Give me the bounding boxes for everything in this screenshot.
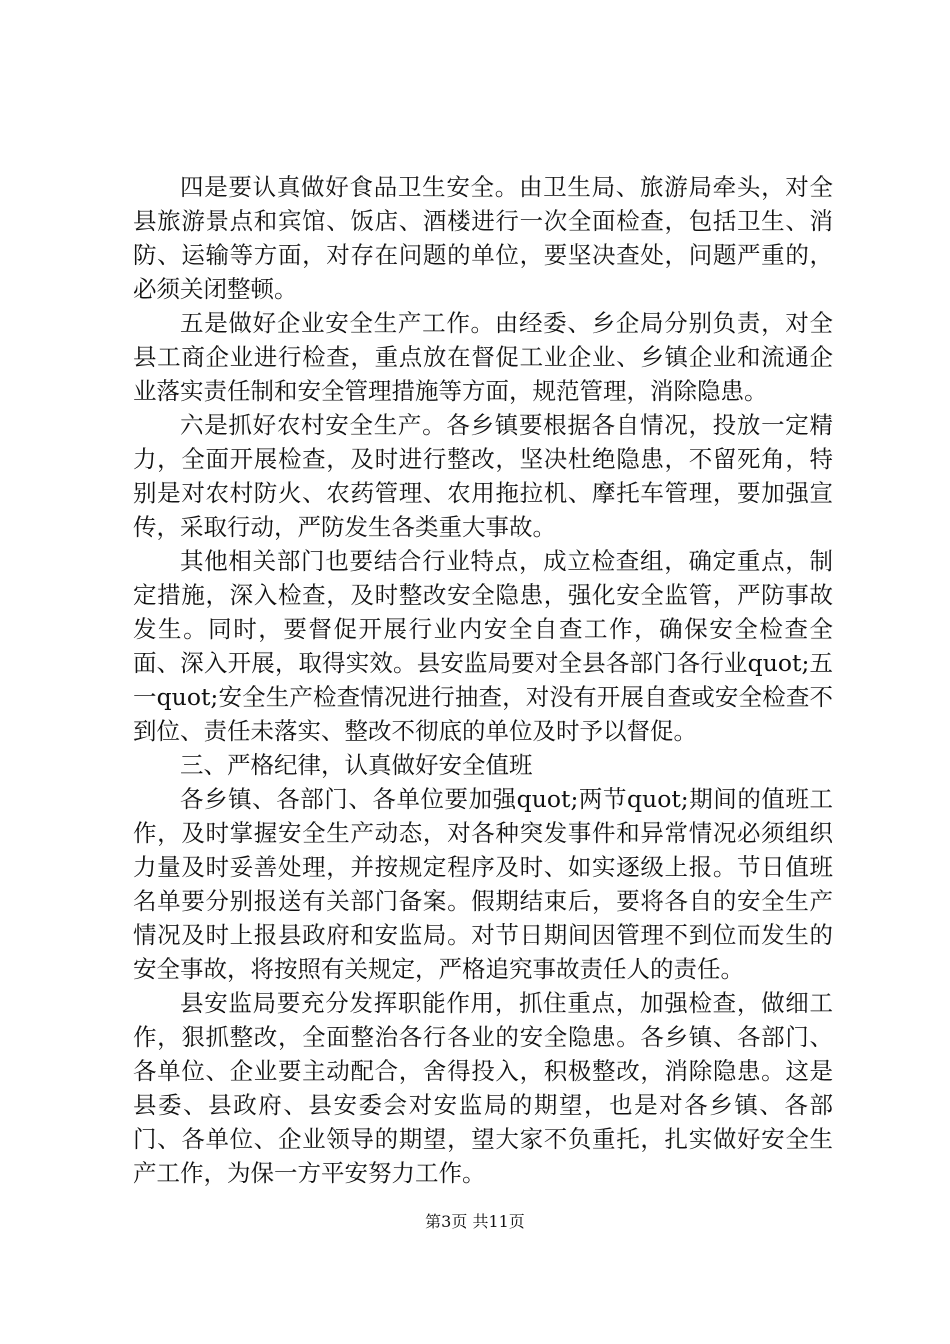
paragraph-other-departments: 其他相关部门也要结合行业特点，成立检查组，确定重点，制定措施，深入检查，及时整改安全隐患，强化安全监管，严防事故发生。同时，要督促开展行业内安全自查工作，确保安全检查全面、深入开展，取得实效。县安监局要对全县各部门各行业quot;五一quot;安全生产检查情况进行抽查，对没有开展自查或安全检查不到位、责任未落实、整改不彻底的单位及时予以督促。 xyxy=(133,547,833,745)
paragraph-closing: 县安监局要充分发挥职能作用，抓住重点，加强检查，做细工作，狠抓整改，全面整治各行各业的安全隐患。各乡镇、各部门、各单位、企业要主动配合，舍得投入，积极整改，消除隐患。这是县委、县政府、县安委会对安监局的期望，也是对各乡镇、各部门、各单位、企业领导的期望，望大家不负重托，扎实做好安全生产工作，为保一方平安努力工作。 xyxy=(133,989,833,1187)
page-number-footer: 第3页 共11页 xyxy=(425,1212,525,1231)
document-body xyxy=(133,170,833,1190)
paragraph-enterprise-safety: 五是做好企业安全生产工作。由经委、乡企局分别负责，对全县工商企业进行检查，重点放在督促工业企业、乡镇企业和流通企业落实责任制和安全管理措施等方面，规范管理，消除隐患。 xyxy=(133,309,833,405)
paragraph-duty-work: 各乡镇、各部门、各单位要加强quot;两节quot;期间的值班工作，及时掌握安全生产动态，对各种突发事件和异常情况必须组织力量及时妥善处理，并按规定程序及时、如实逐级上报。节日值班名单要分别报送有关部门备案。假期结束后，要将各自的安全生产情况及时上报县政府和安监局。对节日期间因管理不到位而发生的安全事故，将按照有关规定，严格追究事故责任人的责任。 xyxy=(133,785,833,983)
paragraph-food-safety: 四是要认真做好食品卫生安全。由卫生局、旅游局牵头，对全县旅游景点和宾馆、饭店、酒楼进行一次全面检查，包括卫生、消防、运输等方面，对存在问题的单位，要坚决查处，问题严重的，必须关闭整顿。 xyxy=(133,173,833,303)
paragraph-rural-safety: 六是抓好农村安全生产。各乡镇要根据各自情况，投放一定精力，全面开展检查，及时进行整改，坚决杜绝隐患，不留死角，特别是对农村防火、农药管理、农用拖拉机、摩托车管理，要加强宣传，采取行动，严防发生各类重大事故。 xyxy=(133,411,833,541)
section-heading-discipline: 三、严格纪律，认真做好安全值班 xyxy=(180,751,533,779)
